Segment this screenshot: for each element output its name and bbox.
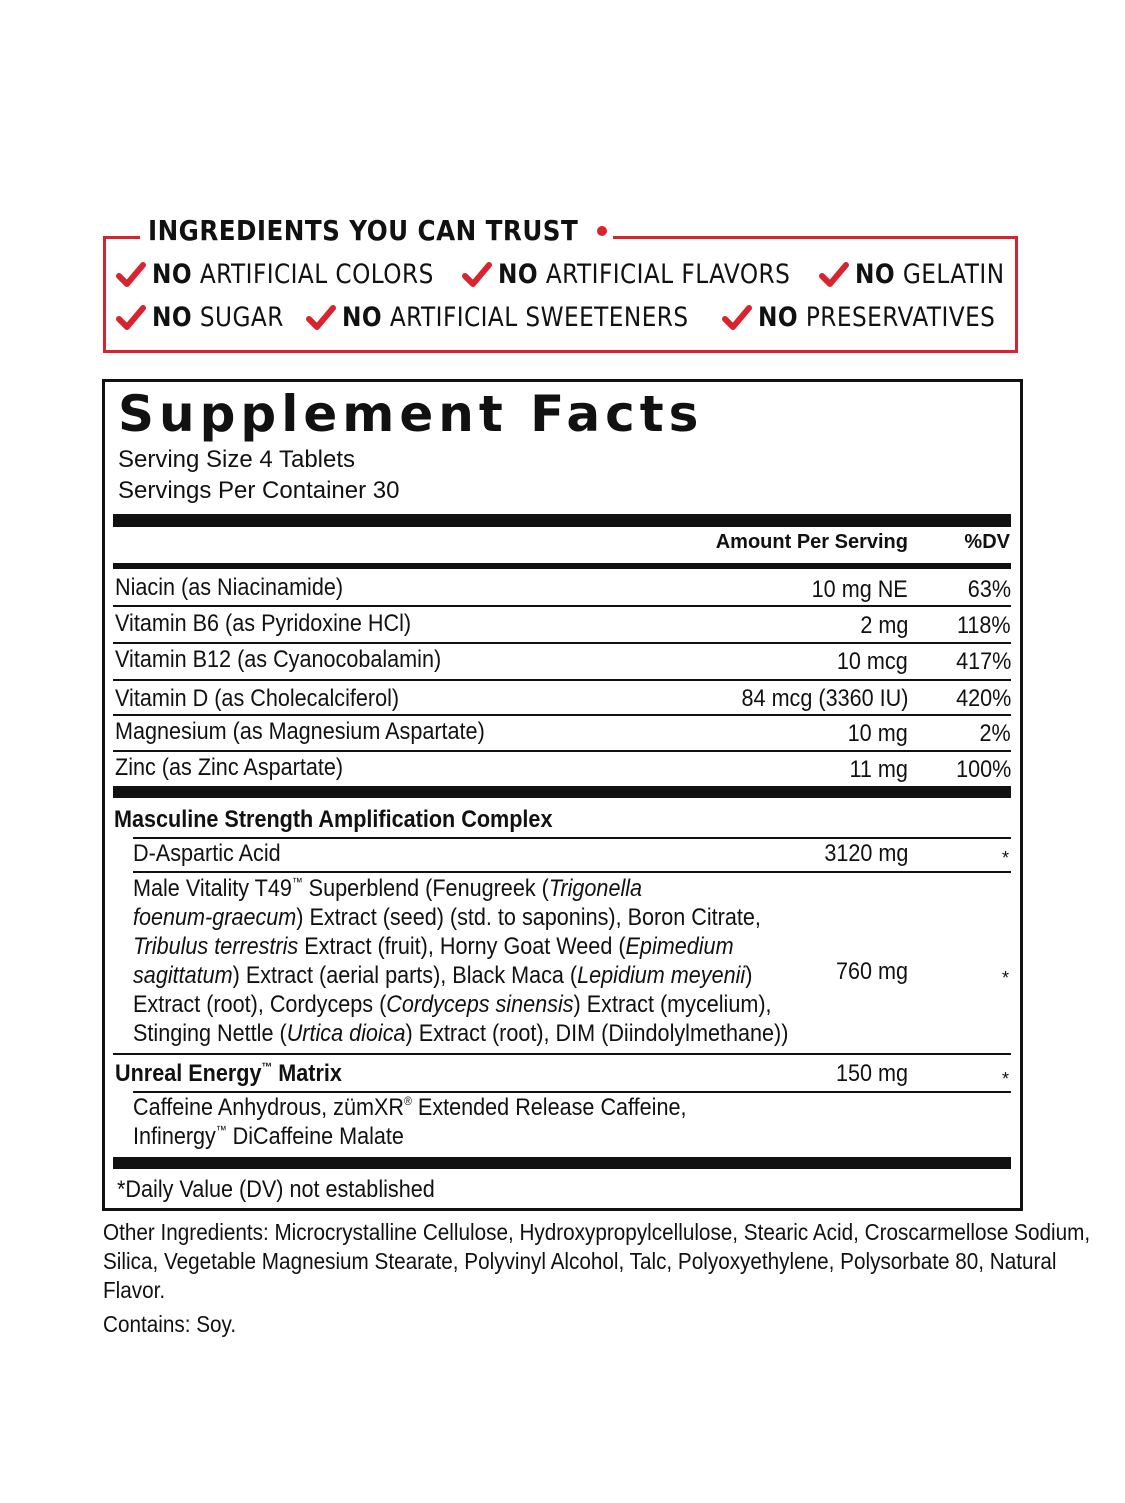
complex-name: Masculine Strength Amplification Complex <box>114 806 553 833</box>
serving-size: Serving Size 4 Tablets <box>118 446 356 473</box>
blend-amount: 760 mg <box>835 958 908 985</box>
energy-line-2: Infinergy™ DiCaffeine Malate <box>133 1123 404 1150</box>
nutrient-dv: 118% <box>957 612 1011 639</box>
energy-amount: 150 mg <box>835 1060 908 1087</box>
nutrient-amount: 10 mcg <box>837 648 908 675</box>
facts-title: Supplement Facts <box>118 385 704 443</box>
trust-item-no-gelatin: NO GELATIN <box>819 259 1029 290</box>
thick-rule <box>113 514 1011 527</box>
daa-name: D-Aspartic Acid <box>133 840 281 867</box>
nutrient-amount: 10 mg <box>847 720 908 747</box>
row-divider <box>133 871 1011 873</box>
nutrient-amount: 11 mg <box>849 756 908 783</box>
thick-rule <box>113 786 1011 798</box>
nutrient-dv: 100% <box>955 756 1011 783</box>
blend-line: foenum-graecum) Extract (seed) (std. to saponins), Boron Citrate, <box>133 904 761 931</box>
thick-rule <box>113 1157 1011 1169</box>
blend-line: sagittatum) Extract (aerial parts), Black Maca (Lepidium meyenii) <box>133 962 753 989</box>
checkmark-icon <box>116 303 146 333</box>
nutrient-dv: 420% <box>955 685 1011 712</box>
nutrient-name: Niacin (as Niacinamide) <box>115 574 344 601</box>
checkmark-icon <box>722 303 752 333</box>
blend-line: Tribulus terrestris Extract (fruit), Horny Goat Weed (Epimedium <box>133 933 734 960</box>
medium-rule <box>113 563 1011 569</box>
dv-footnote: *Daily Value (DV) not established <box>117 1176 435 1203</box>
checkmark-icon <box>116 260 146 290</box>
row-divider <box>113 1053 1011 1055</box>
nutrient-name: Vitamin B12 (as Cyanocobalamin) <box>115 646 442 673</box>
nutrient-amount: 10 mg NE <box>811 576 908 603</box>
header-dv: %DV <box>964 531 1010 553</box>
blend-line: Extract (root), Cordyceps (Cordyceps sinensis) Extract (mycelium), <box>133 991 772 1018</box>
other-ingredients-text: Other Ingredients: Microcrystalline Cellulose, Hydroxypropylcellulose, Stearic Acid, Croscarmellose Sodium, Silica, Vegetable Magnesium Stearate, Polyvinyl Alcohol, Talc, Polyoxyethylene, Polysorbate 80, Natural Flavor. <box>103 1219 1091 1303</box>
blend-line: Stinging Nettle (Urtica dioica) Extract (root), DIM (Diindolylmethane)) <box>133 1020 789 1047</box>
energy-name: Unreal Energy™ Matrix <box>115 1060 342 1087</box>
contains-text: Contains: Soy. <box>103 1311 237 1337</box>
servings-per-container: Servings Per Container 30 <box>118 477 400 504</box>
trust-dot-icon <box>597 226 607 236</box>
nutrient-amount: 2 mg <box>859 612 908 639</box>
trust-title: INGREDIENTS YOU CAN TRUST <box>148 214 579 247</box>
checkmark-icon <box>462 260 492 290</box>
trust-item-no-sugar: NO SUGAR <box>116 302 305 333</box>
nutrient-name: Vitamin B6 (as Pyridoxine HCl) <box>115 610 412 637</box>
row-divider <box>113 679 1011 681</box>
blend-dv: * <box>1001 968 1009 988</box>
nutrient-name: Magnesium (as Magnesium Aspartate) <box>115 718 485 745</box>
nutrient-name: Vitamin D (as Cholecalciferol) <box>115 685 400 712</box>
nutrient-dv: 63% <box>967 576 1011 603</box>
daa-amount: 3120 mg <box>823 840 908 867</box>
row-divider <box>113 714 1011 716</box>
row-divider <box>133 837 1011 839</box>
other-ingredients <box>103 1218 1113 1305</box>
nutrient-dv: 417% <box>955 648 1011 675</box>
trust-item-no-artificial-flavors: NO ARTIFICIAL FLAVORS <box>462 259 838 290</box>
row-divider <box>113 642 1011 644</box>
trust-row-2 <box>116 302 1016 342</box>
energy-line-1: Caffeine Anhydrous, zümXR® Extended Release Caffeine, <box>133 1094 687 1121</box>
trust-row-1 <box>116 259 1016 299</box>
nutrient-name: Zinc (as Zinc Aspartate) <box>115 754 344 781</box>
energy-dv: * <box>1001 1069 1009 1089</box>
header-amount: Amount Per Serving <box>715 531 908 553</box>
allergen-statement <box>103 1311 251 1338</box>
row-divider <box>133 1091 1011 1093</box>
checkmark-icon <box>306 303 336 333</box>
trust-title-wrap <box>140 214 613 247</box>
trust-item-no-preservatives: NO PRESERVATIVES <box>722 302 1034 333</box>
checkmark-icon <box>819 260 849 290</box>
blend-line: Male Vitality T49™ Superblend (Fenugreek (Trigonella <box>133 875 643 902</box>
nutrient-dv: 2% <box>979 720 1011 747</box>
nutrient-amount: 84 mcg (3360 IU) <box>741 685 908 712</box>
row-divider <box>113 605 1011 607</box>
daa-dv: * <box>1001 848 1009 868</box>
trust-item-no-artificial-sweeteners: NO ARTIFICIAL SWEETENERS <box>306 302 745 333</box>
row-divider <box>113 750 1011 752</box>
trust-item-no-artificial-colors: NO ARTIFICIAL COLORS <box>116 259 480 290</box>
